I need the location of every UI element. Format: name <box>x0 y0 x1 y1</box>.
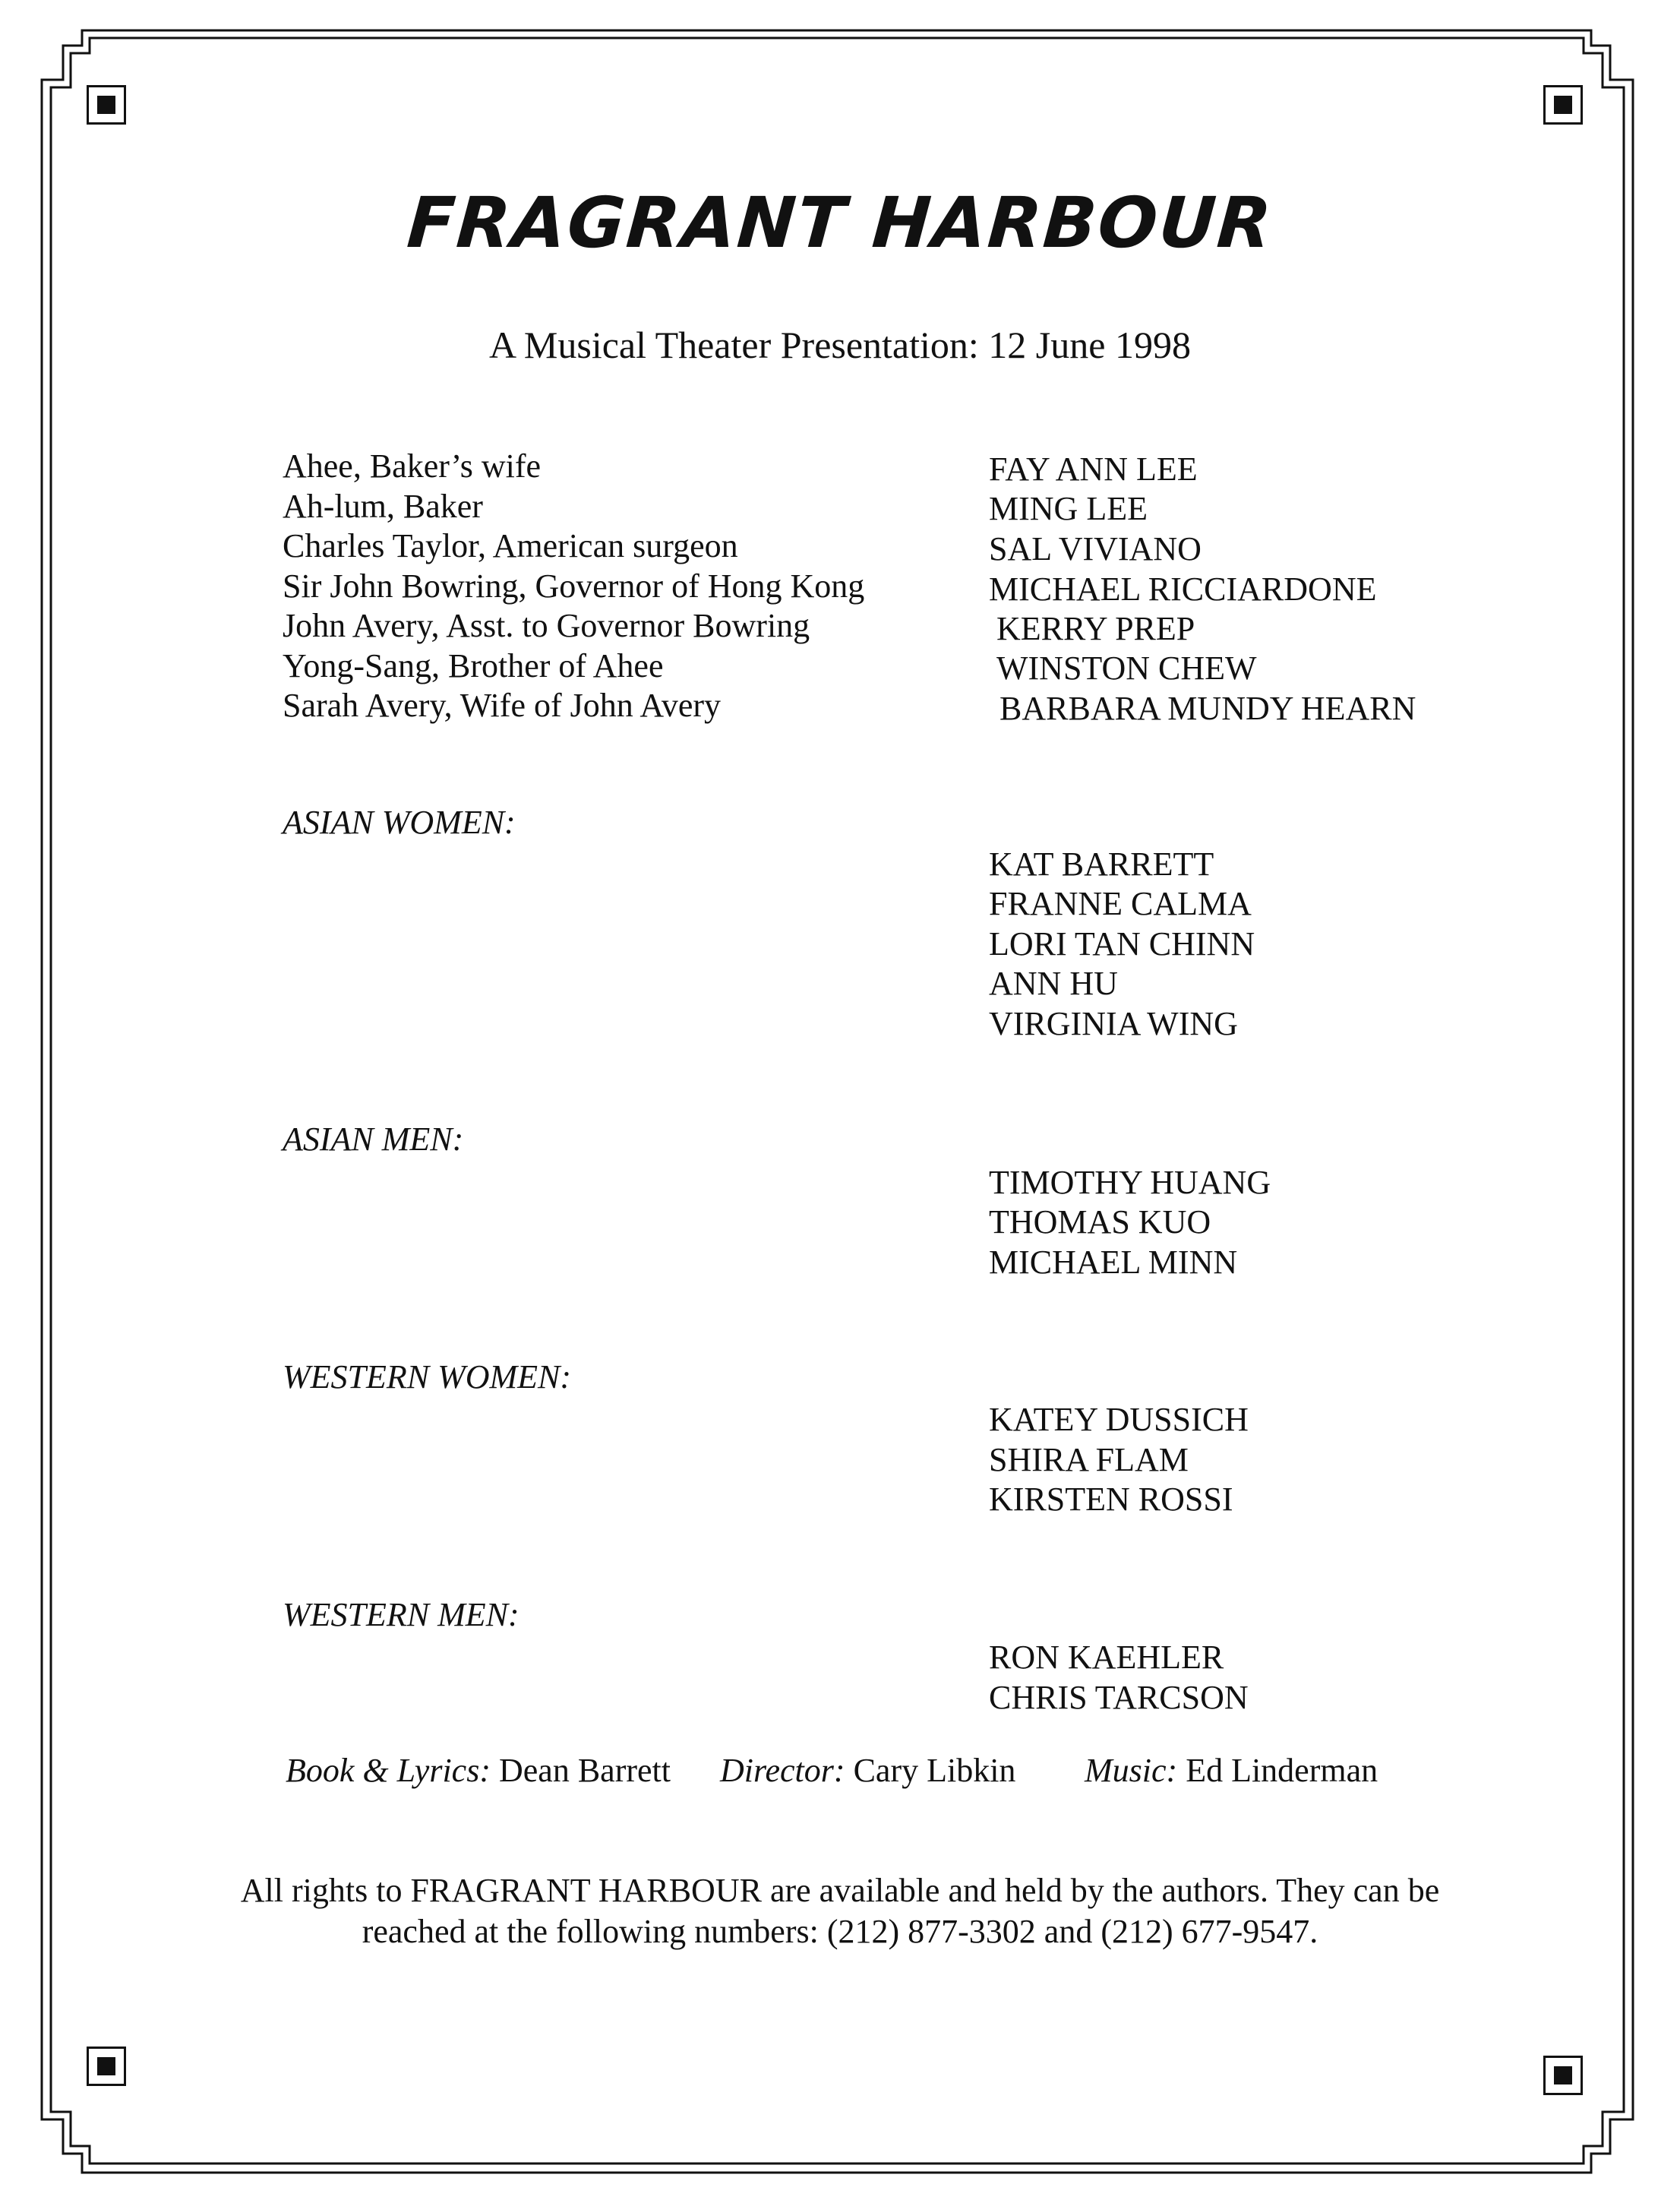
group-label: WESTERN MEN: <box>283 1596 519 1633</box>
actor-name: CHRIS TARCSON <box>989 1679 1249 1716</box>
actor-name: MICHAEL RICCIARDONE <box>989 571 1377 608</box>
actor-name: ANN HU <box>989 965 1118 1002</box>
rights-notice <box>0 1870 1680 1952</box>
credit-director: Director: Cary Libkin <box>720 1752 1016 1789</box>
role-name: Ahee, Baker’s wife <box>283 447 542 485</box>
actor-name: KERRY PREP <box>996 610 1195 647</box>
corner-ornament-top-right <box>1543 85 1583 125</box>
role-name: Ah-lum, Baker <box>283 488 483 525</box>
actor-name: SHIRA FLAM <box>989 1441 1189 1478</box>
credit-key: Music <box>1085 1752 1167 1789</box>
corner-ornament-bottom-left <box>87 2047 126 2086</box>
credit-music: Music: Ed Linderman <box>1085 1752 1378 1789</box>
rights-line: All rights to FRAGRANT HARBOUR are available and held by the authors. They can be <box>240 1872 1440 1909</box>
credit-value: Cary Libkin <box>853 1752 1016 1789</box>
role-name: Sir John Bowring, Governor of Hong Kong <box>283 567 865 605</box>
actor-name: MICHAEL MINN <box>989 1244 1238 1281</box>
group-label: ASIAN WOMEN: <box>283 804 516 841</box>
credit-key: Director <box>720 1752 834 1789</box>
group-label: ASIAN MEN: <box>283 1120 464 1158</box>
actor-name: FRANNE CALMA <box>989 885 1252 922</box>
role-name: Yong-Sang, Brother of Ahee <box>283 647 664 684</box>
role-name: Charles Taylor, American surgeon <box>283 527 738 564</box>
actor-name: FAY ANN LEE <box>989 450 1198 488</box>
corner-ornament-bottom-right <box>1543 2056 1583 2095</box>
actor-name: WINSTON CHEW <box>996 650 1257 687</box>
actor-name: RON KAEHLER <box>989 1639 1224 1676</box>
role-name: John Avery, Asst. to Governor Bowring <box>283 607 810 644</box>
role-name: Sarah Avery, Wife of John Avery <box>283 687 722 724</box>
corner-ornament-top-left <box>87 85 126 125</box>
credit-book-lyrics: Book & Lyrics: Dean Barrett <box>286 1752 671 1789</box>
actor-name: TIMOTHY HUANG <box>989 1164 1271 1201</box>
credit-value: Dean Barrett <box>498 1752 671 1789</box>
group-label: WESTERN WOMEN: <box>283 1358 572 1395</box>
actor-name: KAT BARRETT <box>989 845 1214 883</box>
actor-name: SAL VIVIANO <box>989 530 1202 567</box>
presentation-subtitle: A Musical Theater Presentation: 12 June 1998 <box>489 324 1191 366</box>
actor-name: VIRGINIA WING <box>989 1005 1238 1042</box>
credit-key: Book & Lyrics <box>286 1752 480 1789</box>
actor-name: KATEY DUSSICH <box>989 1401 1249 1438</box>
actor-name: BARBARA MUNDY HEARN <box>999 690 1416 727</box>
credit-value: Ed Linderman <box>1186 1752 1378 1789</box>
page-title: FRAGRANT HARBOUR <box>404 182 1276 264</box>
actor-name: KIRSTEN ROSSI <box>989 1481 1233 1518</box>
actor-name: MING LEE <box>989 490 1148 527</box>
actor-name: LORI TAN CHINN <box>989 925 1255 962</box>
actor-name: THOMAS KUO <box>989 1203 1211 1241</box>
rights-line: reached at the following numbers: (212) 877-3302 and (212) 677-9547. <box>362 1913 1318 1950</box>
